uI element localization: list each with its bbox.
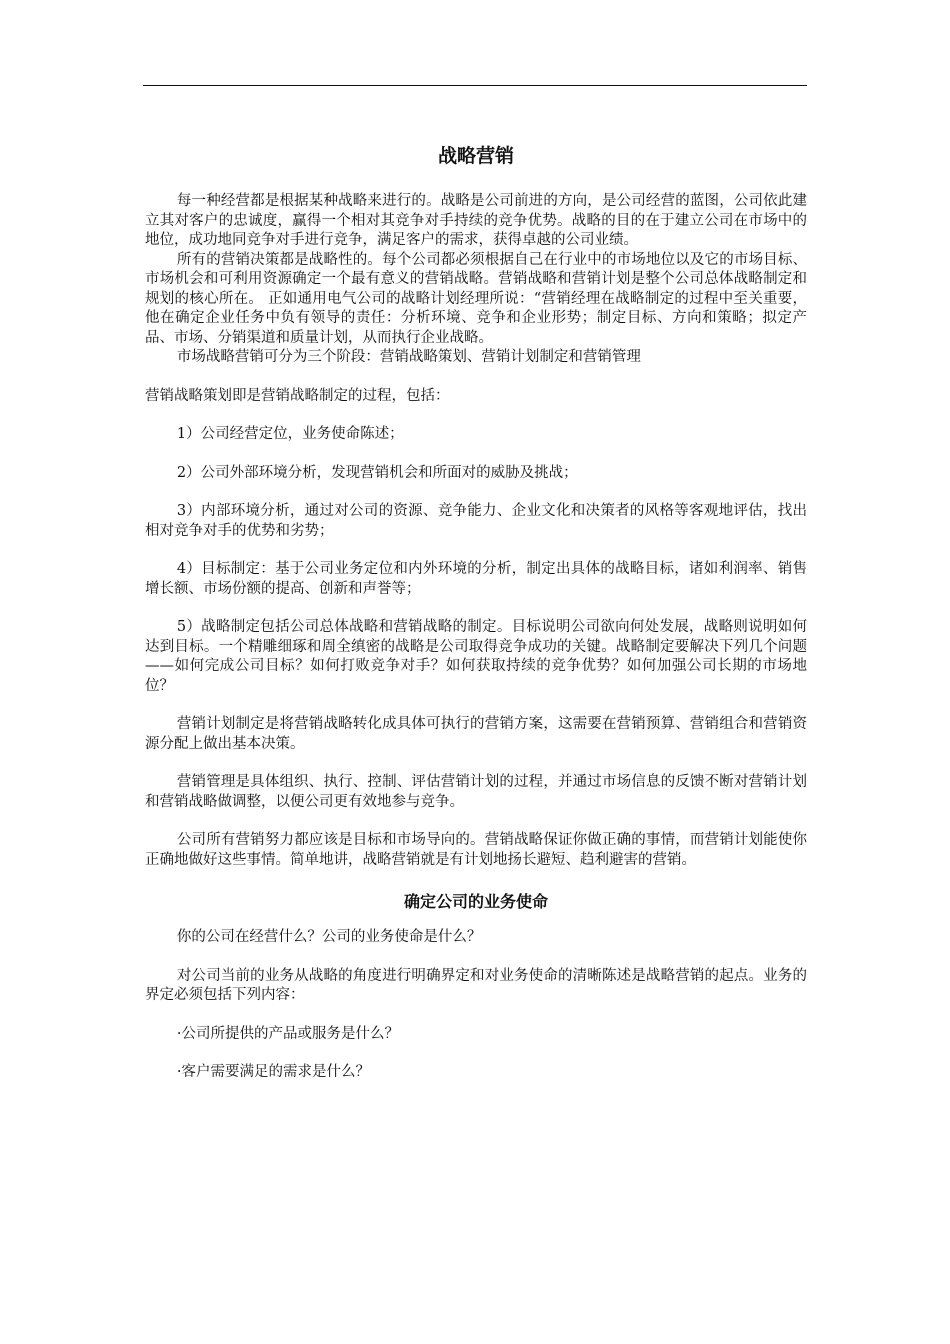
planning-intro: 营销战略策划即是营销战略制定的过程，包括：: [145, 387, 450, 404]
paragraph-marketing-management: 营销管理是具体组织、执行、控制、评估营销计划的过程，并通过市场信息的反馈不断对营销计划和营销战略做调整，以便公司更有效地参与竞争。: [145, 774, 807, 810]
header-rule: [143, 85, 807, 86]
section-question: 你的公司在经营什么？公司的业务使命是什么？: [176, 929, 482, 945]
section-intro: 对公司当前的业务从战略的角度进行明确界定和对业务使命的清晰陈述是战略营销的起点。业务的界定必须包括下列内容：: [145, 967, 807, 1003]
paragraph-strategic-summary: 公司所有营销努力都应该是目标和市场导向的。营销战略保证你做正确的事情，而营销计划能使你正确地做好这些事情。简单地讲，战略营销就是有计划地扬长避短、趋利避害的营销。: [145, 832, 807, 868]
step-4: 4）目标制定：基于公司业务定位和内外环境的分析，制定出具体的战略目标，诸如利润率、销售增长额、市场份额的提高、创新和声誉等；: [145, 561, 807, 597]
intro-paragraph-1: 每一种经营都是根据某种战略来进行的。战略是公司前进的方向，是公司经营的蓝图，公司依此建立其对客户的忠诚度，赢得一个相对其竞争对手持续的竞争优势。战略的目的在于建立公司在市场中的地位，成功地同竞争对手进行竞争，满足客户的需求，获得卓越的公司业绩。: [145, 193, 807, 248]
bullet-item-2: ·客户需要满足的需求是什么？: [176, 1064, 370, 1080]
section-title: 确定公司的业务使命: [403, 892, 548, 911]
step-3: 3）内部环境分析，通过对公司的资源、竞争能力、企业文化和决策者的风格等客观地评估，找出相对竞争对手的优势和劣势；: [145, 503, 807, 539]
intro-paragraph-3: 市场战略营销可分为三个阶段：营销战略策划、营销计划制定和营销管理: [176, 349, 641, 365]
bullet-item-1: ·公司所提供的产品或服务是什么？: [176, 1025, 399, 1042]
step-2: 2）公司外部环境分析，发现营销机会和所面对的威胁及挑战；: [176, 464, 578, 481]
step-5: 5）战略制定包括公司总体战略和营销战略的制定。目标说明公司欲向何处发展，战略则说明如何达到目标。一个精雕细琢和周全缜密的战略是公司取得竞争成功的关键。战略制定要解决下列几个问题——如何完成公司目标？如何打败竞争对手？如何获取持续的竞争优势？如何加强公司长期的市场地位？: [145, 619, 807, 694]
document-body: [145, 142, 807, 1083]
document-title: 战略营销: [437, 145, 514, 167]
paragraph-marketing-plan: 营销计划制定是将营销战略转化成具体可执行的营销方案，这需要在营销预算、营销组合和营销资源分配上做出基本决策。: [145, 716, 807, 752]
intro-paragraph-2: 所有的营销决策都是战略性的。每个公司都必须根据自己在行业中的市场地位以及它的市场目标、市场机会和可利用资源确定一个最有意义的营销战略。营销战略和营销计划是整个公司总体战略制定和规划的核心所在。 正如通用电气公司的战略计划经理所说：“营销经理在战略制定的过程中至关重要，他在确定企业任务中负有领导的责任：分析环境、竞争和企业形势；制定目标、方向和策略；拟定产品、市场、分销渠道和质量计划，从而执行企业战略。: [145, 251, 807, 346]
step-1: 1）公司经营定位，业务使命陈述；: [176, 426, 404, 442]
